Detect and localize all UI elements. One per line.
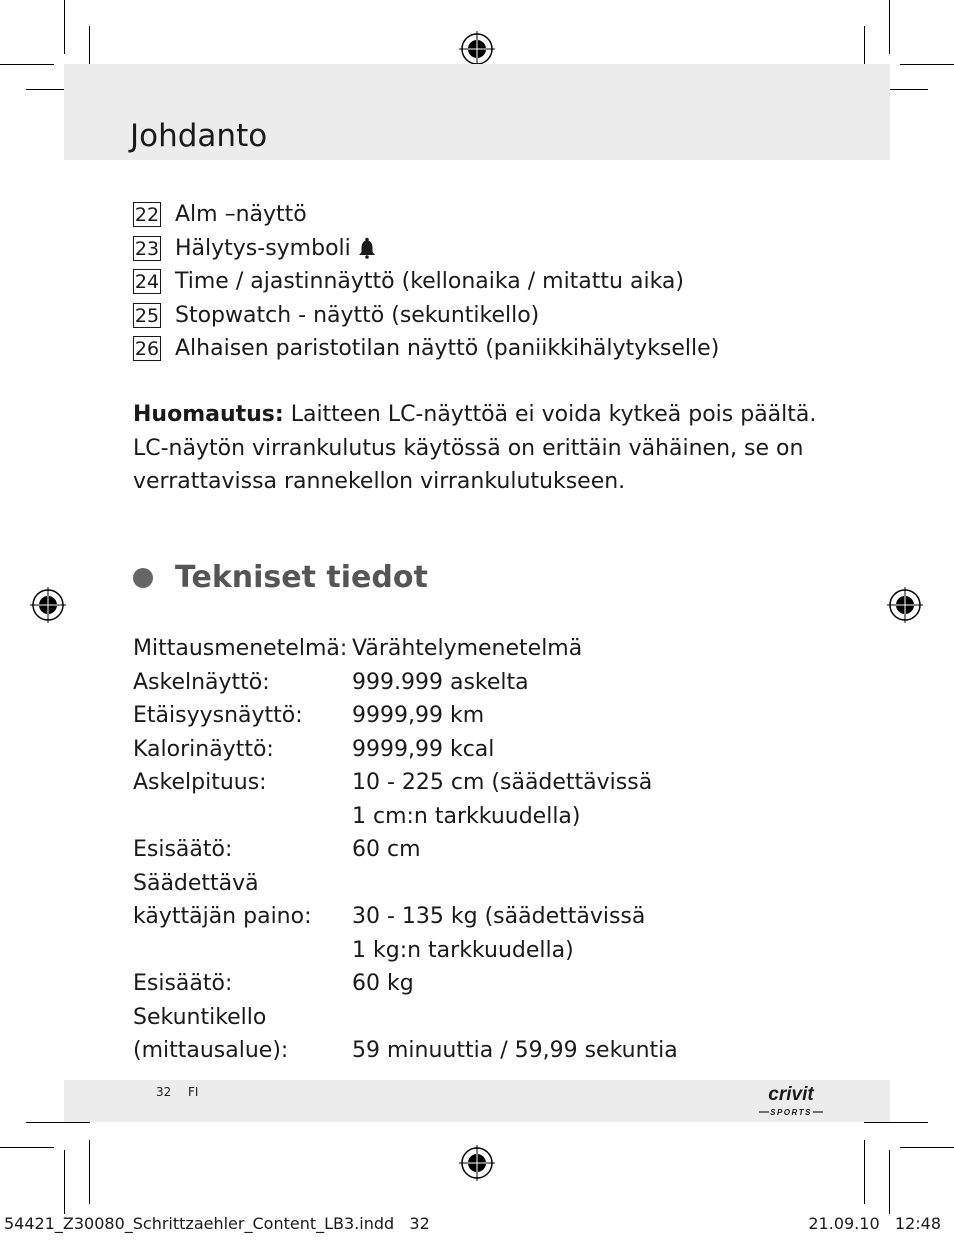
spec-key: Säädettävä	[133, 870, 259, 896]
page-title: Johdanto	[130, 118, 268, 154]
legend-number: 24	[134, 271, 160, 294]
crop-mark	[900, 1147, 954, 1148]
spec-row	[133, 900, 833, 934]
spec-row	[133, 934, 833, 968]
spec-value	[352, 1001, 833, 1035]
specs-table	[133, 632, 833, 1068]
spec-value: Värähtelymenetelmä	[352, 636, 583, 661]
legend-number: 22	[134, 204, 160, 227]
spec-value: 9999,99 km	[352, 703, 485, 728]
crop-mark	[64, 1150, 65, 1214]
section-heading	[133, 560, 428, 595]
section-heading-text: Tekniset tiedot	[175, 560, 428, 595]
note-paragraph	[133, 398, 833, 499]
legend-text: Alm –näyttö	[175, 202, 307, 228]
note-label: Huomautus:	[133, 402, 284, 427]
language-code: FI	[188, 1085, 199, 1099]
note-text: Laitteen LC-näyttöä ei voida kytkeä pois päältä.	[290, 402, 817, 427]
crop-mark	[0, 1147, 54, 1148]
spec-row	[133, 632, 833, 666]
legend-number: 26	[134, 338, 160, 361]
registration-mark-icon	[459, 1145, 495, 1181]
legend-list	[133, 198, 719, 366]
spec-value: 60 kg	[352, 971, 414, 996]
spec-key: Askelnäyttö:	[133, 669, 270, 695]
spec-row	[133, 833, 833, 867]
spec-row	[133, 967, 833, 1001]
spec-key: Sekuntikello	[133, 1004, 267, 1030]
spec-value: 1 kg:n tarkkuudella)	[352, 937, 574, 963]
spec-key: Etäisyysnäyttö:	[133, 703, 303, 728]
svg-text:crivit: crivit	[768, 1084, 814, 1105]
legend-item	[133, 232, 719, 266]
spec-row	[133, 800, 833, 834]
spec-value: 30 - 135 kg (säädettävissä	[352, 904, 646, 929]
crop-mark	[89, 1140, 90, 1204]
legend-item	[133, 198, 719, 232]
svg-text:SPORTS: SPORTS	[770, 1108, 812, 1117]
spec-value	[352, 867, 833, 901]
spec-key	[133, 934, 352, 968]
legend-text: Time / ajastinnäyttö (kellonaika / mitattu aika)	[175, 269, 684, 295]
legend-item	[133, 265, 719, 299]
registration-mark-icon	[459, 31, 495, 67]
spec-value: 10 - 225 cm (säädettävissä	[352, 770, 653, 795]
crop-mark	[864, 1122, 928, 1123]
print-slug-file: 54421_Z30080_Schrittzaehler_Content_LB3.indd 32	[4, 1214, 430, 1233]
bell-icon	[357, 237, 377, 259]
spec-key	[133, 800, 352, 834]
spec-key: käyttäjän paino:	[133, 904, 312, 929]
legend-text: Alhaisen paristotilan näyttö (paniikkihälytykselle)	[175, 336, 720, 362]
crop-mark	[26, 1122, 90, 1123]
legend-text: Stopwatch - näyttö (sekuntikello)	[175, 302, 540, 328]
registration-mark-icon	[30, 587, 66, 623]
spec-row	[133, 666, 833, 700]
spec-row	[133, 1001, 833, 1035]
spec-key: Kalorinäyttö:	[133, 736, 274, 762]
crop-mark	[889, 1150, 890, 1214]
print-slug-date: 21.09.10 12:48	[808, 1214, 941, 1233]
crop-mark	[0, 64, 54, 65]
note-line: LC-näytön virrankulutus käytössä on erittäin vähäinen, se on	[133, 435, 804, 461]
spec-value: 59 minuuttia / 59,99 sekuntia	[352, 1038, 678, 1063]
spec-key: (mittausalue):	[133, 1038, 289, 1063]
page-number: 32	[156, 1085, 172, 1099]
note-line: verrattavissa rannekellon virrankulutukseen.	[133, 469, 626, 494]
legend-number: 23	[134, 237, 160, 260]
crop-mark	[64, 0, 65, 54]
legend-item	[133, 332, 719, 366]
brand-logo	[756, 1082, 826, 1118]
registration-mark-icon	[887, 587, 923, 623]
crop-mark	[864, 1140, 865, 1204]
bullet-icon	[133, 568, 153, 588]
spec-key: Esisäätö:	[133, 837, 233, 862]
spec-key: Mittausmenetelmä:	[133, 636, 348, 661]
spec-row	[133, 699, 833, 733]
spec-row	[133, 867, 833, 901]
note-line	[133, 398, 833, 432]
crop-mark	[900, 64, 954, 65]
legend-number: 25	[134, 304, 160, 327]
legend-item	[133, 299, 719, 333]
spec-value: 1 cm:n tarkkuudella)	[352, 803, 581, 829]
spec-row	[133, 733, 833, 767]
spec-key: Askelpituus:	[133, 770, 267, 795]
spec-key: Esisäätö:	[133, 971, 233, 996]
legend-text: Hälytys-symboli	[175, 235, 351, 261]
spec-row	[133, 766, 833, 800]
spec-value: 999.999 askelta	[352, 669, 529, 695]
spec-value: 9999,99 kcal	[352, 736, 495, 762]
spec-value: 60 cm	[352, 837, 421, 862]
spec-row	[133, 1034, 833, 1068]
crop-mark	[889, 0, 890, 54]
